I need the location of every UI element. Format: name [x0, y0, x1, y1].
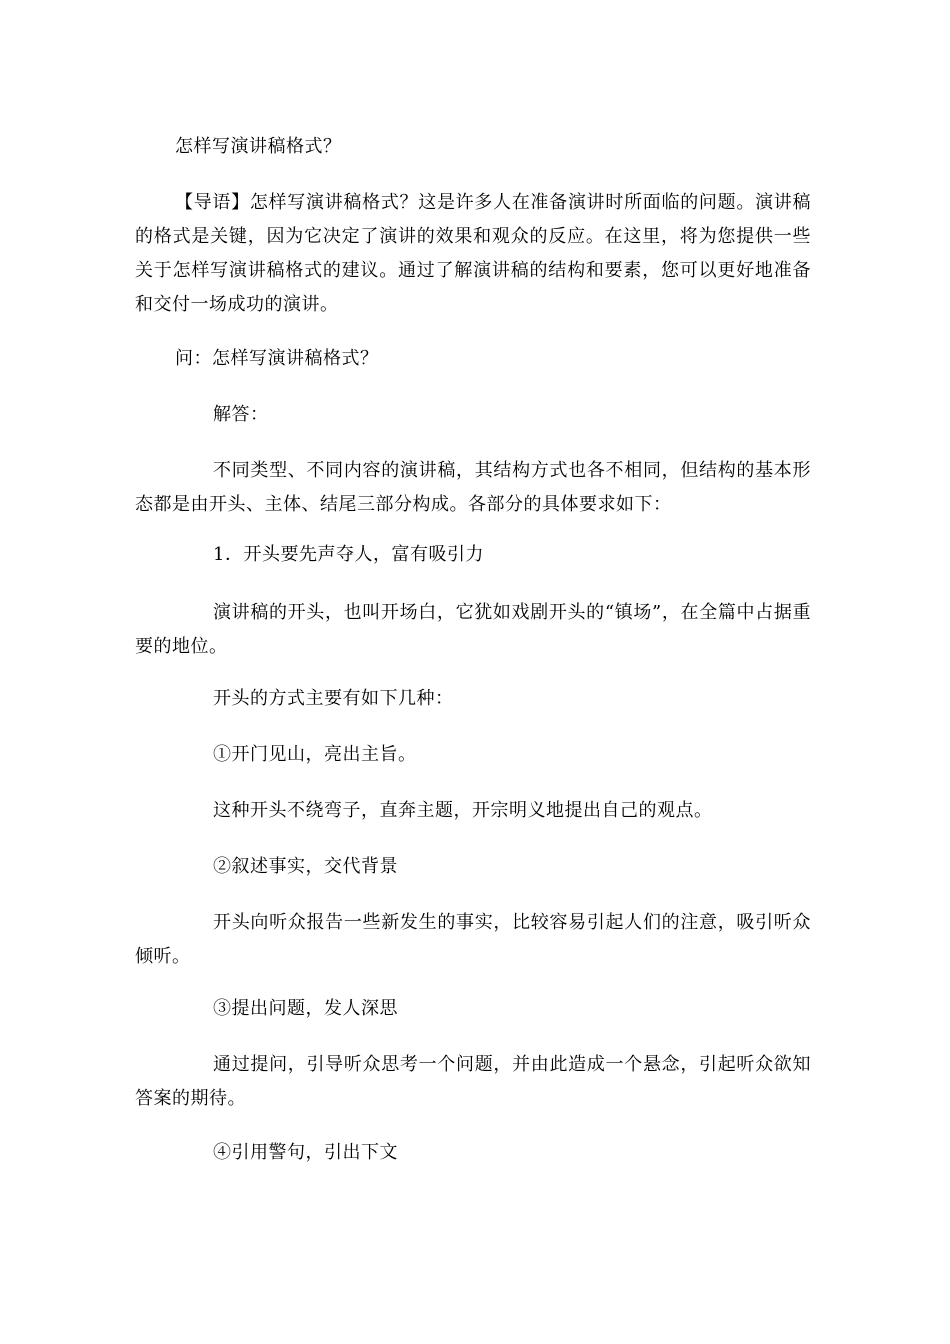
- method-3-body: 通过提问，引导听众思考一个问题，并由此造成一个悬念，引起听众欲知答案的期待。: [135, 1054, 811, 1109]
- method-2-title: ②叙述事实，交代背景: [213, 856, 398, 877]
- opening-heading: 1．开头要先声夺人，富有吸引力: [213, 544, 484, 565]
- document-title: 怎样写演讲稿格式？: [175, 136, 342, 157]
- method-1-title: ①开门见山，亮出主旨。: [213, 744, 417, 765]
- method-1-body: 这种开头不绕弯子，直奔主题，开宗明义地提出自己的观点。: [213, 800, 713, 821]
- method-2-body: 开头向听众报告一些新发生的事实，比较容易引起人们的注意，吸引听众倾听。: [135, 912, 811, 967]
- opening-paragraph: 演讲稿的开头，也叫开场白，它犹如戏剧开头的“镇场”，在全篇中占据重要的地位。: [135, 602, 811, 657]
- method-4-title: ④引用警句，引出下文: [213, 1142, 398, 1163]
- intro-paragraph: 【导语】怎样写演讲稿格式？这是许多人在准备演讲时所面临的问题。演讲稿的格式是关键，因为它决定了演讲的效果和观众的反应。在这里，将为您提供一些关于怎样写演讲稿格式的建议。通过了解演讲稿的结构和要素，您可以更好地准备和交付一场成功的演讲。: [135, 192, 811, 315]
- method-3-title: ③提出问题，发人深思: [213, 998, 398, 1019]
- answer-label: 解答：: [213, 404, 269, 425]
- methods-intro: 开头的方式主要有如下几种：: [213, 688, 454, 709]
- structure-paragraph: 不同类型、不同内容的演讲稿，其结构方式也各不相同，但结构的基本形态都是由开头、主体、结尾三部分构成。各部分的具体要求如下：: [135, 460, 811, 515]
- question-line: 问：怎样写演讲稿格式？: [175, 348, 379, 369]
